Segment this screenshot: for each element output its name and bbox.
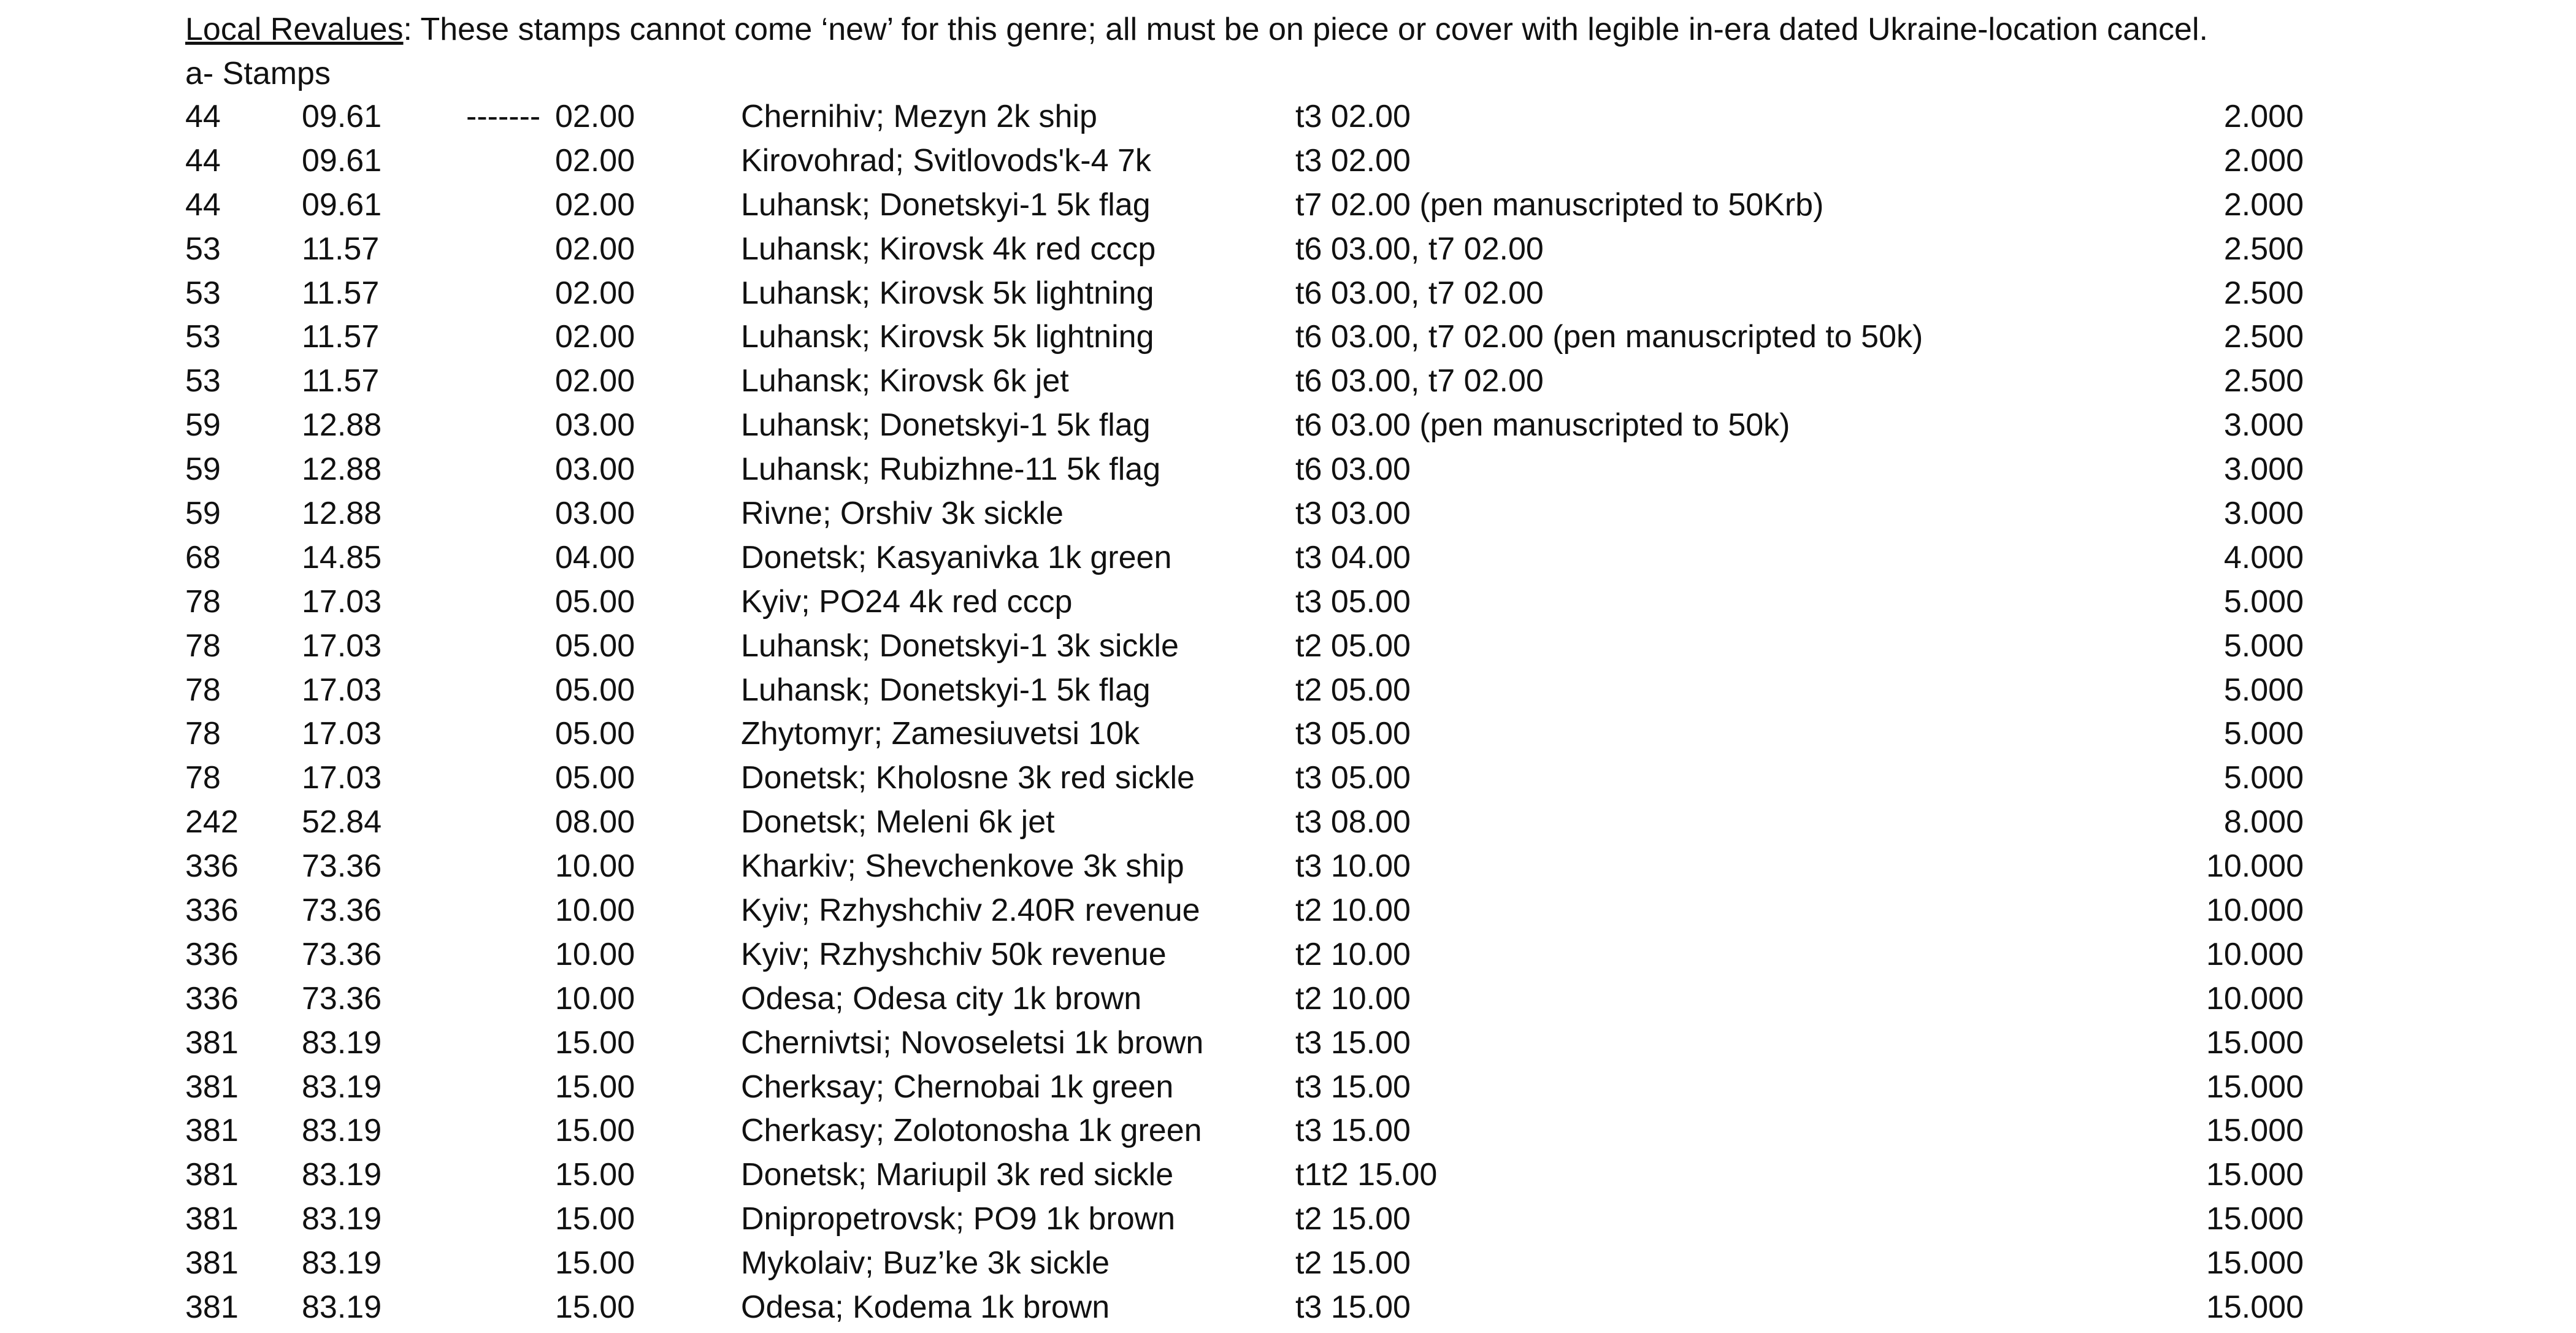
row-description: Kyiv; PO24 4k red cccp (741, 583, 1073, 620)
row-description: Odesa; Odesa city 1k brown (741, 980, 1142, 1016)
table-row (0, 1024, 2576, 1069)
row-value: 03.00 (555, 451, 635, 488)
table-row (0, 936, 2576, 980)
row-rate: 83.19 (302, 1289, 382, 1326)
row-number: 381 (185, 1289, 239, 1326)
row-type: t2 10.00 (1295, 980, 1411, 1016)
row-number: 78 (185, 583, 221, 620)
row-rate: 73.36 (302, 848, 382, 885)
row-value: 02.00 (555, 99, 635, 134)
row-description: Mykolaiv; Buz’ke 3k sickle (741, 1245, 1110, 1281)
table-row (0, 1156, 2576, 1200)
row-value: 05.00 (555, 760, 635, 796)
row-number: 381 (185, 1113, 239, 1149)
row-type: t3 05.00 (1295, 760, 1411, 796)
row-number: 242 (185, 804, 239, 840)
row-value: 05.00 (555, 672, 635, 708)
row-number: 68 (185, 539, 221, 575)
row-value: 10.00 (555, 893, 635, 929)
row-type: t3 15.00 (1295, 1289, 1411, 1326)
row-description: Luhansk; Rubizhne-11 5k flag (741, 451, 1161, 488)
row-number: 78 (185, 760, 221, 796)
row-price: 15.000 (2206, 1157, 2304, 1193)
row-rate: 83.19 (302, 1024, 382, 1061)
row-type: t6 03.00 (pen manuscripted to 50k) (1295, 407, 1790, 444)
row-number: 381 (185, 1069, 239, 1105)
row-value: 05.00 (555, 628, 635, 664)
row-rate: 73.36 (302, 980, 382, 1016)
row-value: 03.00 (555, 407, 635, 444)
row-type: t2 10.00 (1295, 893, 1411, 929)
table-row (0, 628, 2576, 672)
row-price: 15.000 (2206, 1201, 2304, 1237)
row-description: Luhansk; Kirovsk 6k jet (741, 363, 1069, 399)
row-price: 10.000 (2206, 936, 2304, 972)
row-description: Zhytomyr; Zamesiuvetsi 10k (741, 716, 1140, 752)
row-rate: 83.19 (302, 1113, 382, 1149)
row-rate: 52.84 (302, 804, 382, 840)
row-rate: 11.57 (302, 275, 380, 311)
row-rate: 73.36 (302, 936, 382, 972)
row-description: Cherksay; Chernobai 1k green (741, 1069, 1174, 1105)
row-rate: 73.36 (302, 893, 382, 929)
table-row (0, 363, 2576, 407)
row-number: 381 (185, 1245, 239, 1281)
table-row (0, 1112, 2576, 1156)
row-price: 2.500 (2223, 275, 2304, 311)
row-price: 10.000 (2206, 893, 2304, 929)
row-value: 15.00 (555, 1069, 635, 1105)
row-rate: 17.03 (302, 760, 382, 796)
row-rate: 11.57 (302, 231, 380, 267)
row-value: 15.00 (555, 1024, 635, 1061)
row-value: 15.00 (555, 1201, 635, 1237)
row-value: 04.00 (555, 539, 635, 575)
table-row (0, 142, 2576, 186)
row-value: 15.00 (555, 1289, 635, 1326)
table-row (0, 1289, 2576, 1333)
row-type: t3 04.00 (1295, 539, 1411, 575)
row-type: t3 03.00 (1295, 496, 1411, 532)
table-row (0, 451, 2576, 495)
row-description: Cherkasy; Zolotonosha 1k green (741, 1113, 1202, 1149)
row-description: Luhansk; Donetskyi-1 3k sickle (741, 628, 1179, 664)
table-row (0, 231, 2576, 275)
row-description: Donetsk; Kasyanivka 1k green (741, 539, 1172, 575)
row-rate: 83.19 (302, 1069, 382, 1105)
row-type: t2 10.00 (1295, 936, 1411, 972)
table-row (0, 848, 2576, 892)
row-rate: 17.03 (302, 583, 382, 620)
row-description: Luhansk; Kirovsk 5k lightning (741, 275, 1154, 311)
row-rate: 09.61 (302, 99, 382, 134)
row-rate: 14.85 (302, 539, 382, 575)
row-price: 4.000 (2223, 539, 2304, 575)
row-number: 59 (185, 407, 221, 444)
row-price: 15.000 (2206, 1069, 2304, 1105)
row-value: 02.00 (555, 231, 635, 267)
row-description: Chernivtsi; Novoseletsi 1k brown (741, 1024, 1204, 1061)
row-value: 02.00 (555, 186, 635, 223)
row-rate: 12.88 (302, 407, 382, 444)
row-description: Chernihiv; Mezyn 2k ship (741, 99, 1097, 134)
stamp-table (0, 98, 2576, 1333)
row-price: 15.000 (2206, 1024, 2304, 1061)
row-dash: ------- (466, 99, 541, 134)
row-number: 53 (185, 363, 221, 399)
row-value: 03.00 (555, 496, 635, 532)
row-price: 5.000 (2223, 628, 2304, 664)
table-row (0, 539, 2576, 583)
table-row (0, 980, 2576, 1024)
row-price: 10.000 (2206, 848, 2304, 885)
row-price: 2.000 (2223, 142, 2304, 179)
row-type: t3 15.00 (1295, 1024, 1411, 1061)
row-price: 5.000 (2223, 672, 2304, 708)
row-rate: 12.88 (302, 451, 382, 488)
row-rate: 11.57 (302, 319, 380, 355)
table-row (0, 407, 2576, 451)
row-rate: 11.57 (302, 363, 380, 399)
row-number: 78 (185, 628, 221, 664)
header-title: Local Revalues (185, 12, 404, 47)
row-rate: 09.61 (302, 186, 382, 223)
row-type: t1t2 15.00 (1295, 1157, 1438, 1193)
row-price: 5.000 (2223, 760, 2304, 796)
row-price: 2.500 (2223, 363, 2304, 399)
table-row (0, 1200, 2576, 1245)
row-type: t7 02.00 (pen manuscripted to 50Krb) (1295, 186, 1824, 223)
row-price: 2.000 (2223, 99, 2304, 134)
row-number: 336 (185, 893, 239, 929)
row-description: Luhansk; Donetskyi-1 5k flag (741, 186, 1151, 223)
row-description: Donetsk; Meleni 6k jet (741, 804, 1055, 840)
row-rate: 17.03 (302, 672, 382, 708)
row-type: t6 03.00, t7 02.00 (1295, 363, 1544, 399)
row-number: 53 (185, 231, 221, 267)
row-rate: 83.19 (302, 1201, 382, 1237)
row-price: 10.000 (2206, 980, 2304, 1016)
row-rate: 83.19 (302, 1245, 382, 1281)
table-row (0, 495, 2576, 539)
row-type: t2 05.00 (1295, 672, 1411, 708)
row-price: 8.000 (2223, 804, 2304, 840)
row-number: 78 (185, 672, 221, 708)
table-row (0, 1069, 2576, 1113)
row-value: 02.00 (555, 142, 635, 179)
row-value: 10.00 (555, 848, 635, 885)
row-description: Donetsk; Mariupil 3k red sickle (741, 1157, 1174, 1193)
row-price: 3.000 (2223, 407, 2304, 444)
row-type: t3 02.00 (1295, 99, 1411, 134)
table-row (0, 275, 2576, 319)
row-value: 10.00 (555, 980, 635, 1016)
row-description: Kharkiv; Shevchenkove 3k ship (741, 848, 1184, 885)
table-row (0, 715, 2576, 759)
row-description: Luhansk; Donetskyi-1 5k flag (741, 407, 1151, 444)
row-number: 44 (185, 142, 221, 179)
row-number: 53 (185, 319, 221, 355)
row-description: Luhansk; Donetskyi-1 5k flag (741, 672, 1151, 708)
row-price: 15.000 (2206, 1289, 2304, 1326)
row-value: 15.00 (555, 1113, 635, 1149)
row-value: 08.00 (555, 804, 635, 840)
table-row (0, 804, 2576, 848)
row-number: 381 (185, 1024, 239, 1061)
row-number: 336 (185, 936, 239, 972)
row-description: Donetsk; Kholosne 3k red sickle (741, 760, 1195, 796)
row-number: 381 (185, 1157, 239, 1193)
row-price: 5.000 (2223, 716, 2304, 752)
row-number: 59 (185, 451, 221, 488)
table-row (0, 1245, 2576, 1289)
row-description: Kyiv; Rzhyshchiv 2.40R revenue (741, 893, 1200, 929)
table-row (0, 892, 2576, 936)
row-type: t2 05.00 (1295, 628, 1411, 664)
row-rate: 83.19 (302, 1157, 382, 1193)
row-type: t6 03.00, t7 02.00 (1295, 231, 1544, 267)
row-price: 15.000 (2206, 1113, 2304, 1149)
row-type: t3 10.00 (1295, 848, 1411, 885)
row-value: 05.00 (555, 716, 635, 752)
row-description: Odesa; Kodema 1k brown (741, 1289, 1110, 1326)
row-value: 02.00 (555, 275, 635, 311)
row-number: 336 (185, 848, 239, 885)
row-price: 2.500 (2223, 319, 2304, 355)
row-description: Luhansk; Kirovsk 4k red cccp (741, 231, 1156, 267)
header-text: : These stamps cannot come ‘new’ for this genre; all must be on piece or cover with legible in-era dated Ukraine-location cancel. (403, 12, 2208, 47)
row-value: 15.00 (555, 1157, 635, 1193)
table-row (0, 186, 2576, 231)
row-rate: 17.03 (302, 628, 382, 664)
row-price: 15.000 (2206, 1245, 2304, 1281)
table-row (0, 672, 2576, 716)
row-value: 10.00 (555, 936, 635, 972)
table-row (0, 98, 2576, 142)
row-type: t6 03.00, t7 02.00 (1295, 275, 1544, 311)
row-value: 02.00 (555, 363, 635, 399)
row-price: 5.000 (2223, 583, 2304, 620)
row-number: 59 (185, 496, 221, 532)
row-description: Kyiv; Rzhyshchiv 50k revenue (741, 936, 1167, 972)
row-number: 336 (185, 980, 239, 1016)
row-type: t3 15.00 (1295, 1113, 1411, 1149)
row-rate: 17.03 (302, 716, 382, 752)
section-label: a- Stamps (185, 56, 331, 91)
row-price: 3.000 (2223, 496, 2304, 532)
table-row (0, 318, 2576, 363)
row-type: t3 08.00 (1295, 804, 1411, 840)
row-price: 3.000 (2223, 451, 2304, 488)
row-description: Dnipropetrovsk; PO9 1k brown (741, 1201, 1176, 1237)
row-type: t6 03.00 (1295, 451, 1411, 488)
row-type: t2 15.00 (1295, 1245, 1411, 1281)
row-number: 44 (185, 99, 221, 134)
row-description: Kirovohrad; Svitlovods'k-4 7k (741, 142, 1151, 179)
row-type: t2 15.00 (1295, 1201, 1411, 1237)
row-number: 44 (185, 186, 221, 223)
table-row (0, 583, 2576, 628)
row-number: 381 (185, 1201, 239, 1237)
row-rate: 09.61 (302, 142, 382, 179)
row-type: t3 15.00 (1295, 1069, 1411, 1105)
row-type: t6 03.00, t7 02.00 (pen manuscripted to 50k) (1295, 319, 1923, 355)
row-value: 02.00 (555, 319, 635, 355)
row-number: 78 (185, 716, 221, 752)
row-price: 2.000 (2223, 186, 2304, 223)
row-rate: 12.88 (302, 496, 382, 532)
row-description: Luhansk; Kirovsk 5k lightning (741, 319, 1154, 355)
row-value: 15.00 (555, 1245, 635, 1281)
header-line (185, 11, 2208, 48)
row-type: t3 02.00 (1295, 142, 1411, 179)
row-type: t3 05.00 (1295, 583, 1411, 620)
table-row (0, 759, 2576, 804)
row-number: 53 (185, 275, 221, 311)
row-type: t3 05.00 (1295, 716, 1411, 752)
row-description: Rivne; Orshiv 3k sickle (741, 496, 1064, 532)
row-value: 05.00 (555, 583, 635, 620)
row-price: 2.500 (2223, 231, 2304, 267)
